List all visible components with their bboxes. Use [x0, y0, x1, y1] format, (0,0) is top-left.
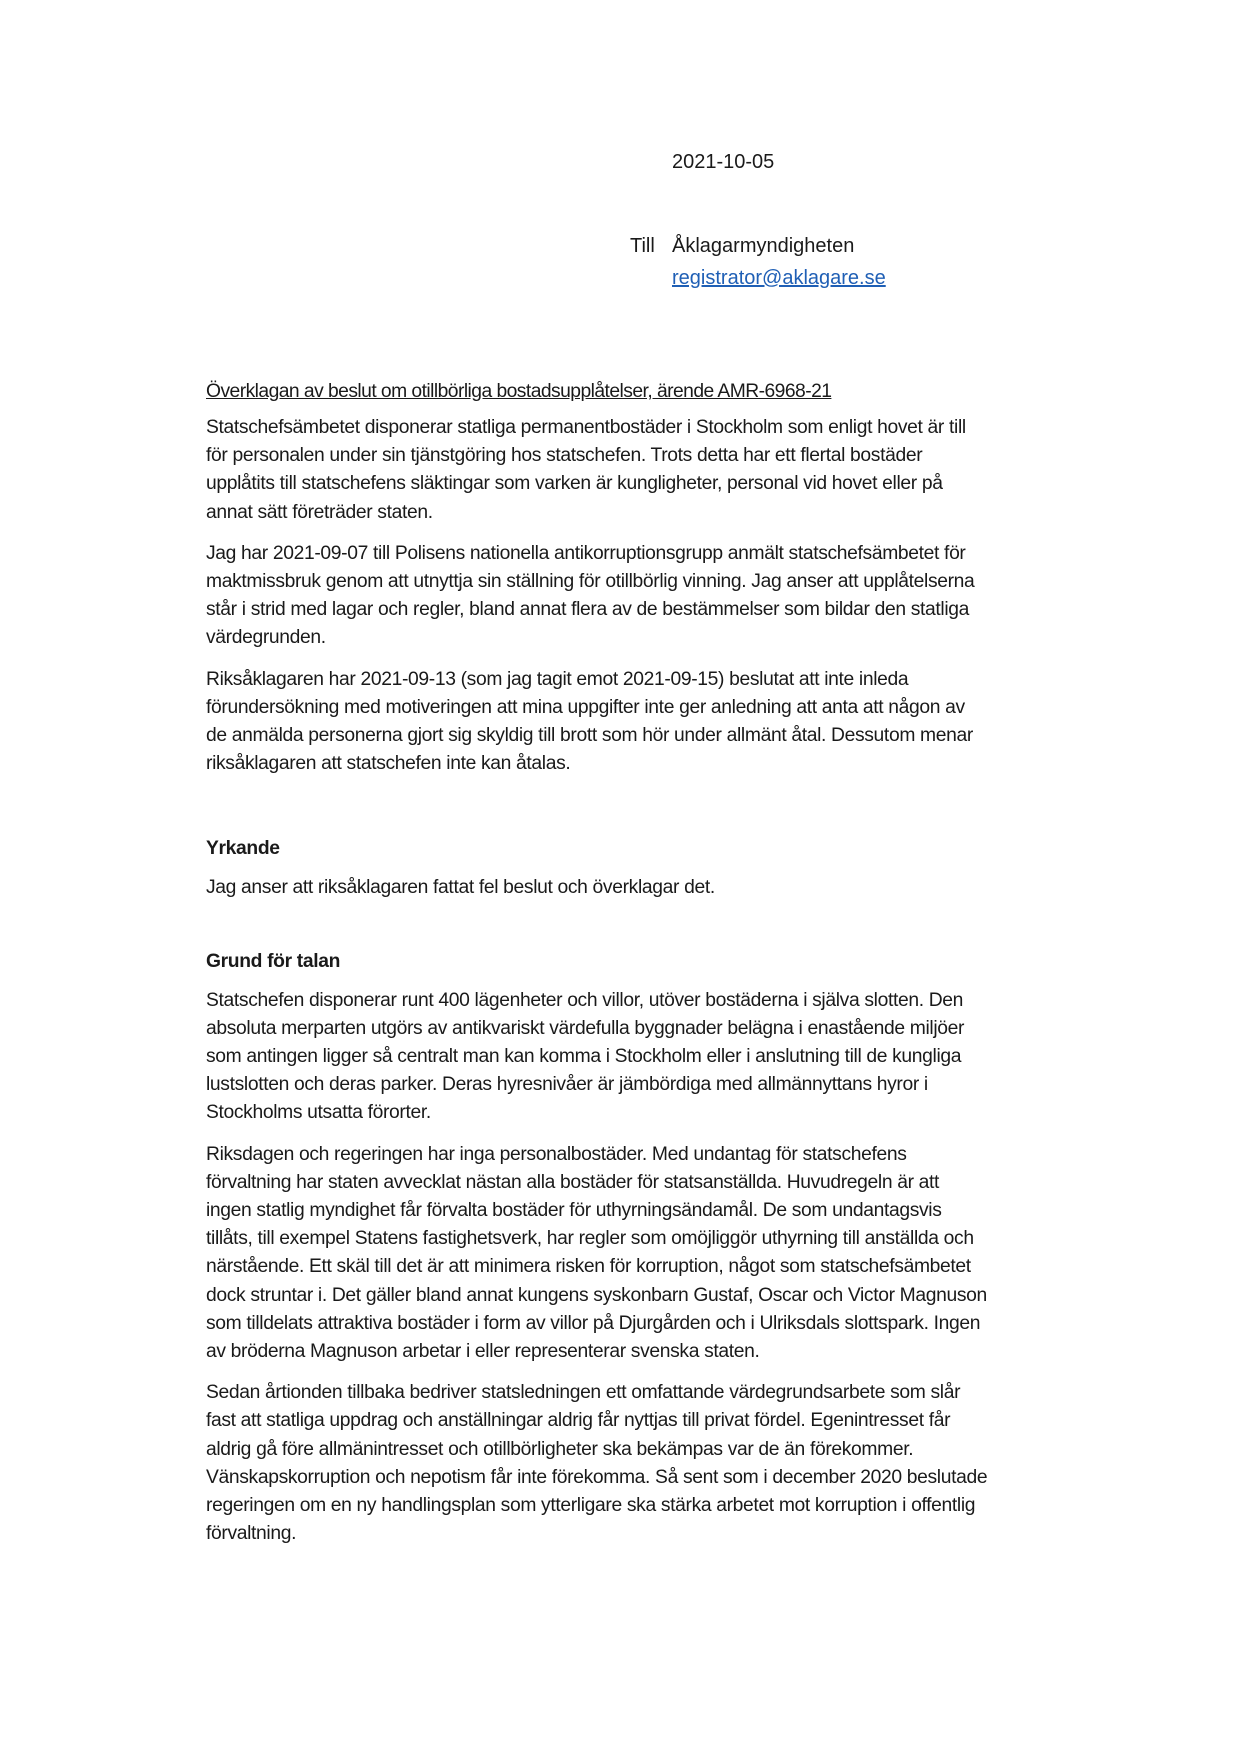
text-line: värdegrunden.: [206, 627, 326, 649]
letter-body: [206, 378, 1106, 1562]
text-line: Riksdagen och regeringen har inga personalbostäder. Med undantag för statschefens: [206, 1143, 907, 1165]
intro-paragraph: [206, 540, 1106, 653]
claim-heading: Yrkande: [206, 838, 280, 860]
text-line: Sedan årtionden tillbaka bedriver statsledningen ett omfattande värdegrundsarbete som slår: [206, 1382, 961, 1404]
text-line: lustslotten och deras parker. Deras hyresnivåer är jämbördiga med allmännyttans hyror i: [206, 1074, 928, 1096]
text-line: av bröderna Magnuson arbetar i eller representerar svenska staten.: [206, 1341, 760, 1363]
text-line: aldrig gå före allmänintresset och otillbörligheter ska bekämpas var de än förekommer.: [206, 1438, 914, 1460]
text-line: annat sätt företräder staten.: [206, 501, 433, 523]
grounds-heading: Grund för talan: [206, 950, 341, 972]
text-line: står i strid med lagar och regler, bland annat flera av de bestämmelser som bildar den statliga: [206, 599, 970, 621]
text-line: fast att statliga uppdrag och anställningar aldrig får nyttjas till privat fördel. Egenintresset får: [206, 1410, 951, 1432]
grounds-paragraph: [206, 987, 1106, 1128]
recipient-block: [630, 230, 886, 294]
text-line: Statschefsämbetet disponerar statliga permanentbostäder i Stockholm som enligt hovet är till: [206, 417, 966, 438]
text-line: dock struntar i. Det gäller bland annat kungens syskonbarn Gustaf, Oscar och Victor Magnuson: [206, 1284, 987, 1306]
grounds-paragraph: [206, 1379, 1106, 1548]
recipient-email-link[interactable]: registrator@aklagare.se: [672, 267, 886, 289]
grounds-section: [206, 948, 1106, 1549]
intro-paragraph: [206, 666, 1106, 779]
intro-section: [206, 414, 1106, 778]
text-line: maktmissbruk genom att utnyttja sin ställning för otillbörlig vinning. Jag anser att upplåtelserna: [206, 571, 975, 593]
recipient-email-row: [630, 262, 886, 294]
text-line: regeringen om en ny handlingsplan som ytterligare ska stärka arbetet mot korruption i offentlig: [206, 1495, 976, 1517]
text-line: som tilldelats attraktiva bostäder i form av villor på Djurgården och i Ulriksdals slottspark. Ingen: [206, 1312, 981, 1334]
letter-date: 2021-10-05: [672, 151, 775, 173]
subject-line: Överklagan av beslut om otillbörliga bostadsupplåtelser, ärende AMR-6968-21: [206, 381, 832, 402]
intro-paragraph: [206, 414, 1106, 527]
text-line: de anmälda personerna gjort sig skyldig till brott som hör under allmänt åtal. Dessutom menar: [206, 725, 973, 747]
recipient-name-row: [630, 230, 886, 262]
text-line: ingen statlig myndighet får förvalta bostäder för uthyrningsändamål. De som undantagsvis: [206, 1200, 942, 1222]
text-line: som antingen ligger så centralt man kan komma i Stockholm eller i anslutning till de kungliga: [206, 1046, 962, 1068]
claim-section: [206, 835, 1106, 902]
text-line: närstående. Ett skäl till det är att minimera risken för korruption, något som statschefsämbetet: [206, 1256, 971, 1278]
text-line: absoluta merparten utgörs av antikvariskt värdefulla byggnader belägna i enastående miljöer: [206, 1017, 965, 1039]
grounds-paragraph: [206, 1141, 1106, 1367]
text-line: Stockholms utsatta förorter.: [206, 1102, 431, 1124]
text-line: Jag anser att riksåklagaren fattat fel beslut och överklagar det.: [206, 877, 715, 899]
text-line: riksåklagaren att statschefen inte kan åtalas.: [206, 753, 571, 775]
recipient-label: Till: [630, 235, 655, 257]
text-line: förvaltning.: [206, 1523, 297, 1545]
claim-paragraph: [206, 874, 1106, 902]
text-line: tillåts, till exempel Statens fastighetsverk, har regler som omöjliggör uthyrning till anställda och: [206, 1228, 974, 1250]
text-line: Riksåklagaren har 2021-09-13 (som jag tagit emot 2021-09-15) beslutat att inte inleda: [206, 668, 909, 690]
text-line: upplåtits till statschefens släktingar som varken är kungligheter, personal vid hovet eller på: [206, 473, 943, 495]
text-line: Vänskapskorruption och nepotism får inte förekomma. Så sent som i december 2020 beslutade: [206, 1466, 988, 1488]
recipient-name: Åklagarmyndigheten: [672, 235, 855, 257]
text-line: för personalen under sin tjänstgöring hos statschefen. Trots detta har ett flertal bostäder: [206, 445, 923, 467]
text-line: Jag har 2021-09-07 till Polisens nationella antikorruptionsgrupp anmält statschefsämbetet för: [206, 542, 966, 564]
text-line: förvaltning har staten avvecklat nästan alla bostäder för statsanställda. Huvudregeln är att: [206, 1171, 940, 1193]
text-line: Statschefen disponerar runt 400 lägenheter och villor, utöver bostäderna i själva slotten. Den: [206, 989, 964, 1011]
text-line: förundersökning med motiveringen att mina uppgifter inte ger anledning att anta att någon av: [206, 696, 965, 718]
